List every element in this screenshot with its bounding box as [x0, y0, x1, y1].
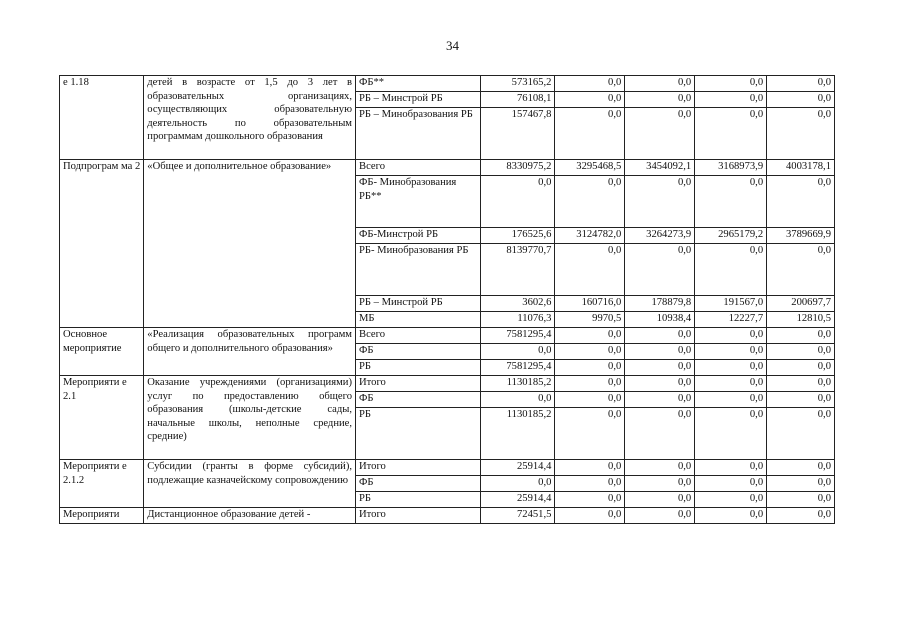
- amount-cell: 0,0: [767, 492, 835, 508]
- amount-cell: 0,0: [767, 392, 835, 408]
- amount-cell: 10938,4: [625, 312, 695, 328]
- amount-cell: 0,0: [767, 508, 835, 524]
- program-code-cell: Мероприяти е 2.1.2: [60, 460, 144, 508]
- amount-cell: 0,0: [695, 76, 767, 92]
- amount-cell: 25914,4: [481, 460, 555, 476]
- amount-cell: 3602,6: [481, 296, 555, 312]
- funding-source-cell: РБ – Минстрой РБ: [356, 296, 481, 312]
- amount-cell: 178879,8: [625, 296, 695, 312]
- amount-cell: 0,0: [767, 408, 835, 460]
- amount-cell: 72451,5: [481, 508, 555, 524]
- program-code-cell: Основное мероприятие: [60, 328, 144, 376]
- amount-cell: 3789669,9: [767, 228, 835, 244]
- amount-cell: 0,0: [695, 176, 767, 228]
- amount-cell: 191567,0: [695, 296, 767, 312]
- amount-cell: 0,0: [695, 108, 767, 160]
- program-description-cell: «Реализация образовательных программ общего и дополнительного образования»: [144, 328, 356, 376]
- amount-cell: 0,0: [555, 460, 625, 476]
- amount-cell: 9970,5: [555, 312, 625, 328]
- table-row: [60, 328, 835, 344]
- amount-cell: 3454092,1: [625, 160, 695, 176]
- amount-cell: 0,0: [625, 492, 695, 508]
- amount-cell: 1130185,2: [481, 408, 555, 460]
- amount-cell: 0,0: [481, 476, 555, 492]
- amount-cell: 0,0: [555, 376, 625, 392]
- budget-table: [59, 75, 835, 524]
- table-row: [60, 76, 835, 92]
- amount-cell: 0,0: [555, 92, 625, 108]
- amount-cell: 160716,0: [555, 296, 625, 312]
- amount-cell: 0,0: [625, 108, 695, 160]
- amount-cell: 7581295,4: [481, 328, 555, 344]
- amount-cell: 7581295,4: [481, 360, 555, 376]
- amount-cell: 12227,7: [695, 312, 767, 328]
- funding-source-cell: Всего: [356, 160, 481, 176]
- amount-cell: 0,0: [767, 244, 835, 296]
- amount-cell: 0,0: [695, 492, 767, 508]
- amount-cell: 25914,4: [481, 492, 555, 508]
- program-description-cell: Оказание учреждениями (организациями) услуг по предоставлению общего образования (школы-детские сады, начальные школы, неполные средние, средние): [144, 376, 356, 460]
- funding-source-cell: РБ- Минобразования РБ: [356, 244, 481, 296]
- amount-cell: 8139770,7: [481, 244, 555, 296]
- funding-source-cell: ФБ- Минобразования РБ**: [356, 176, 481, 228]
- amount-cell: 0,0: [555, 328, 625, 344]
- amount-cell: 0,0: [625, 460, 695, 476]
- amount-cell: 176525,6: [481, 228, 555, 244]
- amount-cell: 0,0: [625, 508, 695, 524]
- amount-cell: 0,0: [555, 176, 625, 228]
- amount-cell: 8330975,2: [481, 160, 555, 176]
- amount-cell: 0,0: [767, 476, 835, 492]
- amount-cell: 4003178,1: [767, 160, 835, 176]
- amount-cell: 200697,7: [767, 296, 835, 312]
- amount-cell: 0,0: [625, 408, 695, 460]
- amount-cell: 157467,8: [481, 108, 555, 160]
- amount-cell: 0,0: [555, 476, 625, 492]
- amount-cell: 0,0: [767, 328, 835, 344]
- amount-cell: 0,0: [767, 76, 835, 92]
- funding-source-cell: ФБ: [356, 392, 481, 408]
- funding-source-cell: Итого: [356, 376, 481, 392]
- amount-cell: 0,0: [695, 460, 767, 476]
- amount-cell: 0,0: [695, 476, 767, 492]
- amount-cell: 0,0: [767, 92, 835, 108]
- amount-cell: 0,0: [695, 408, 767, 460]
- amount-cell: 0,0: [555, 492, 625, 508]
- amount-cell: 0,0: [555, 108, 625, 160]
- amount-cell: 0,0: [555, 408, 625, 460]
- program-code-cell: Мероприяти: [60, 508, 144, 524]
- amount-cell: 3124782,0: [555, 228, 625, 244]
- amount-cell: 0,0: [625, 344, 695, 360]
- amount-cell: 0,0: [695, 92, 767, 108]
- funding-source-cell: Итого: [356, 508, 481, 524]
- program-code-cell: е 1.18: [60, 76, 144, 160]
- funding-source-cell: ФБ: [356, 344, 481, 360]
- amount-cell: 573165,2: [481, 76, 555, 92]
- amount-cell: 0,0: [625, 244, 695, 296]
- amount-cell: 3295468,5: [555, 160, 625, 176]
- amount-cell: 0,0: [767, 108, 835, 160]
- amount-cell: 0,0: [481, 344, 555, 360]
- amount-cell: 3168973,9: [695, 160, 767, 176]
- amount-cell: 0,0: [625, 176, 695, 228]
- amount-cell: 0,0: [481, 392, 555, 408]
- page-number: 34: [446, 38, 459, 53]
- program-code-cell: Подпрограм ма 2: [60, 160, 144, 328]
- amount-cell: 0,0: [625, 92, 695, 108]
- funding-source-cell: РБ: [356, 492, 481, 508]
- amount-cell: 0,0: [625, 476, 695, 492]
- amount-cell: 0,0: [481, 176, 555, 228]
- amount-cell: 0,0: [767, 344, 835, 360]
- amount-cell: 0,0: [555, 76, 625, 92]
- funding-source-cell: РБ: [356, 360, 481, 376]
- amount-cell: 0,0: [767, 176, 835, 228]
- program-description-cell: Дистанционное образование детей -: [144, 508, 356, 524]
- amount-cell: 0,0: [555, 244, 625, 296]
- amount-cell: 0,0: [767, 376, 835, 392]
- funding-source-cell: Всего: [356, 328, 481, 344]
- amount-cell: 0,0: [625, 376, 695, 392]
- amount-cell: 12810,5: [767, 312, 835, 328]
- amount-cell: 0,0: [695, 244, 767, 296]
- amount-cell: 2965179,2: [695, 228, 767, 244]
- program-description-cell: детей в возрасте от 1,5 до 3 лет в образовательных организациях, осуществляющих образовательную деятельность по образовательным программам дошкольного образования: [144, 76, 356, 160]
- amount-cell: 0,0: [625, 76, 695, 92]
- amount-cell: 0,0: [555, 344, 625, 360]
- amount-cell: 0,0: [695, 360, 767, 376]
- program-description-cell: Субсидии (гранты в форме субсидий), подлежащие казначейскому сопровождению: [144, 460, 356, 508]
- amount-cell: 0,0: [695, 508, 767, 524]
- amount-cell: 0,0: [695, 376, 767, 392]
- funding-source-cell: МБ: [356, 312, 481, 328]
- amount-cell: 0,0: [555, 508, 625, 524]
- table-row: [60, 376, 835, 392]
- amount-cell: 1130185,2: [481, 376, 555, 392]
- amount-cell: 3264273,9: [625, 228, 695, 244]
- funding-source-cell: ФБ: [356, 476, 481, 492]
- funding-source-cell: РБ: [356, 408, 481, 460]
- program-description-cell: «Общее и дополнительное образование»: [144, 160, 356, 328]
- amount-cell: 11076,3: [481, 312, 555, 328]
- funding-source-cell: ФБ**: [356, 76, 481, 92]
- amount-cell: 0,0: [695, 344, 767, 360]
- amount-cell: 0,0: [767, 360, 835, 376]
- amount-cell: 0,0: [625, 328, 695, 344]
- funding-source-cell: РБ – Минстрой РБ: [356, 92, 481, 108]
- table-row: [60, 508, 835, 524]
- funding-source-cell: ФБ-Минстрой РБ: [356, 228, 481, 244]
- amount-cell: 76108,1: [481, 92, 555, 108]
- amount-cell: 0,0: [625, 360, 695, 376]
- amount-cell: 0,0: [555, 360, 625, 376]
- amount-cell: 0,0: [695, 328, 767, 344]
- amount-cell: 0,0: [625, 392, 695, 408]
- program-code-cell: Мероприяти е 2.1: [60, 376, 144, 460]
- table-row: [60, 160, 835, 176]
- table-row: [60, 460, 835, 476]
- amount-cell: 0,0: [555, 392, 625, 408]
- funding-source-cell: Итого: [356, 460, 481, 476]
- amount-cell: 0,0: [767, 460, 835, 476]
- amount-cell: 0,0: [695, 392, 767, 408]
- funding-source-cell: РБ – Минобразования РБ: [356, 108, 481, 160]
